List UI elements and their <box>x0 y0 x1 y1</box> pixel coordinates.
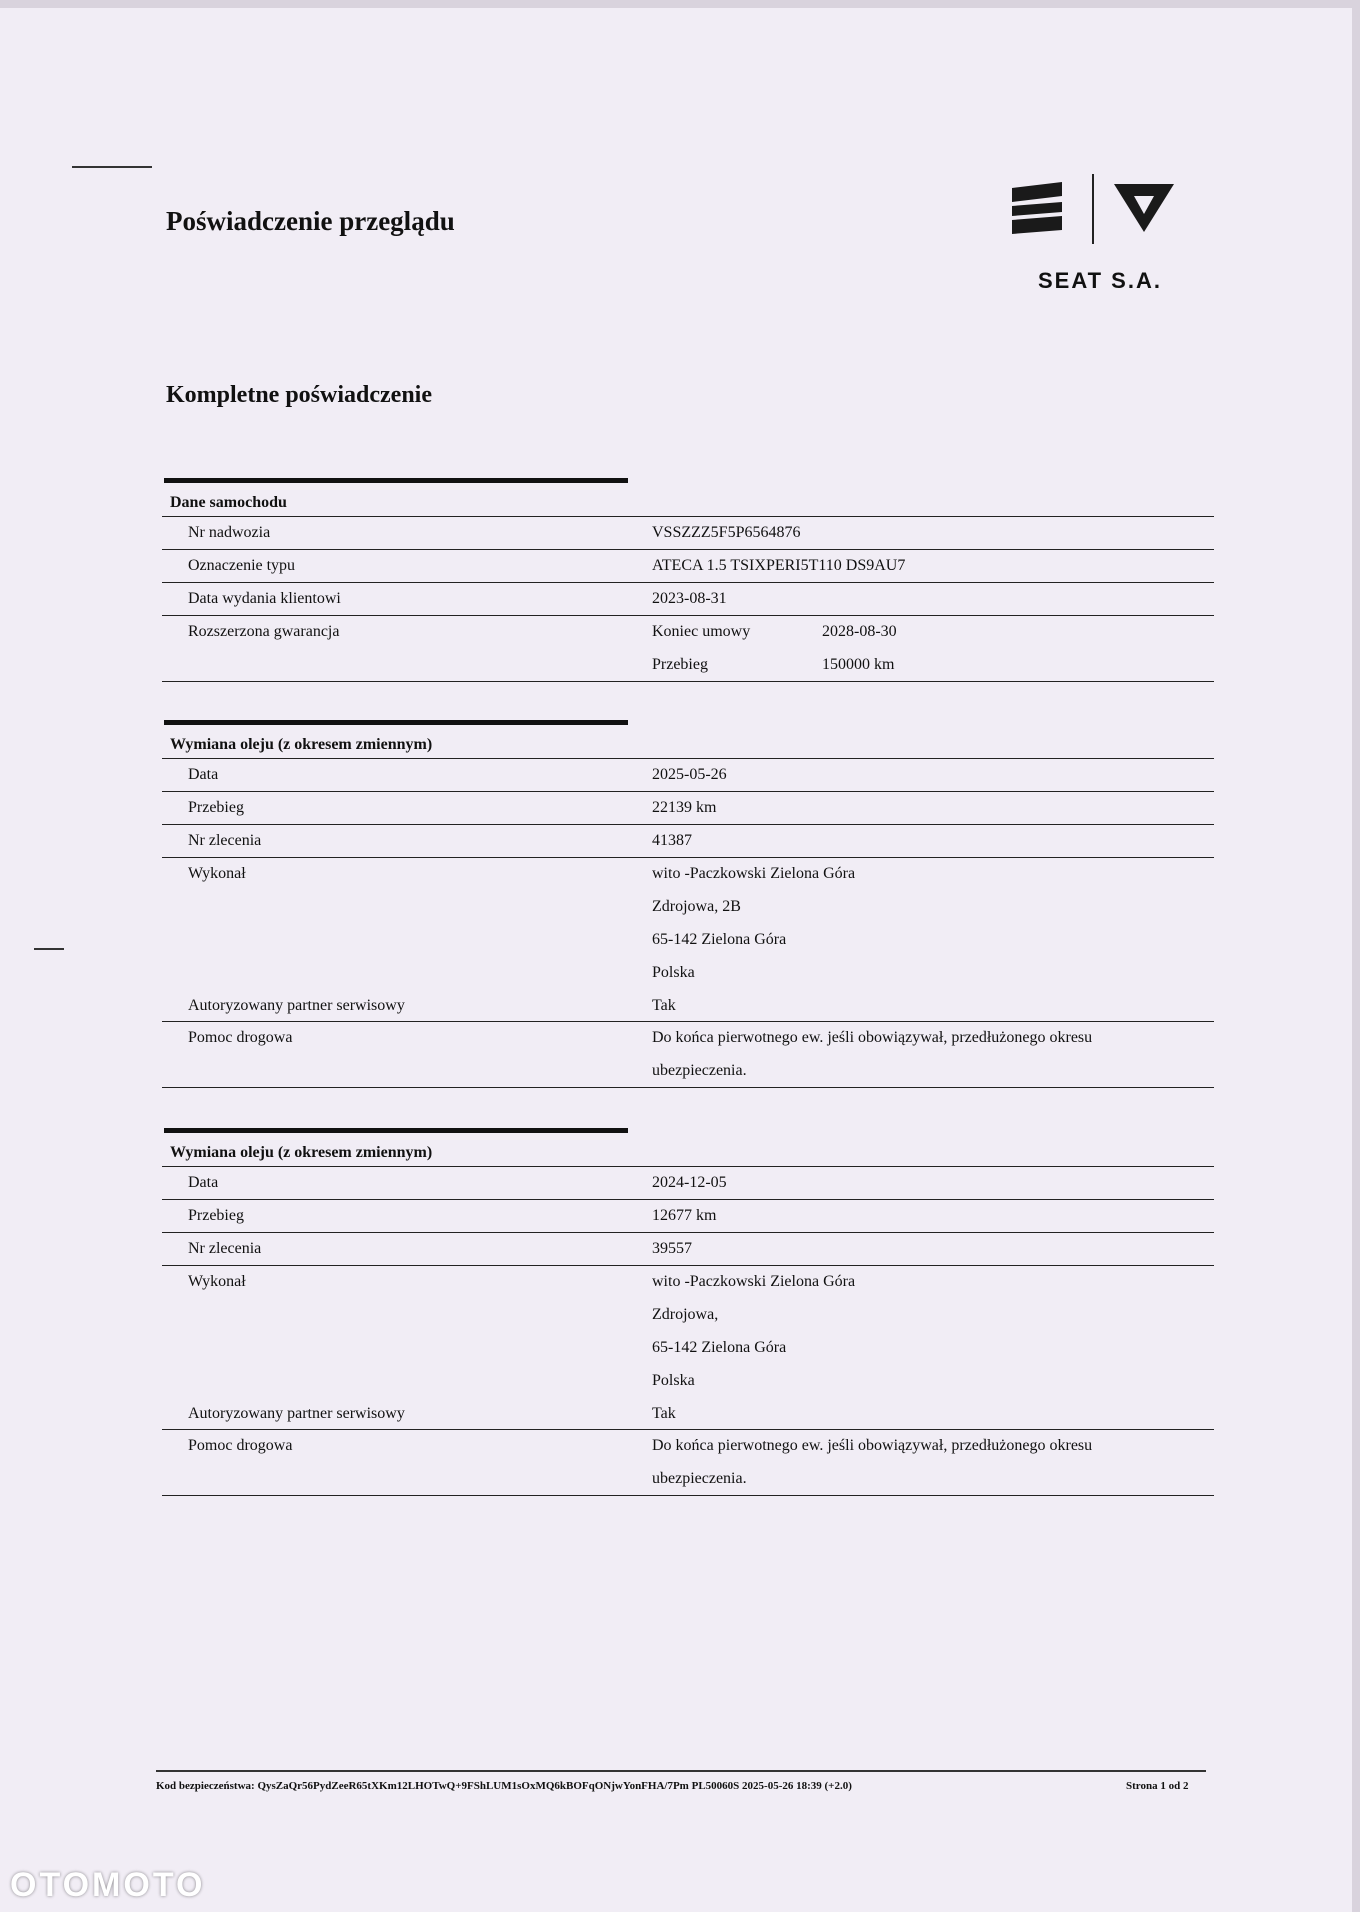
row-value: ATECA 1.5 TSIXPERI5T110 DS9AU7 <box>652 557 906 574</box>
table-row <box>162 824 1214 858</box>
logo-divider <box>1092 174 1094 244</box>
assist-line: Do końca pierwotnego ew. jeśli obowiązywał, przedłużonego okresu <box>652 1029 1093 1046</box>
row-label: Pomoc drogowa <box>188 1029 293 1046</box>
address-line: 65-142 Zielona Góra <box>652 931 787 948</box>
row-value: 12677 km <box>652 1207 717 1224</box>
service-section-header: Wymiana oleju (z okresem zmiennym) <box>170 1144 433 1161</box>
vehicle-header-rule <box>162 488 1214 517</box>
address-line: Zdrojowa, 2B <box>652 898 741 915</box>
page-number: Strona 1 od 2 <box>1126 1780 1189 1792</box>
warranty-end-value: 2028-08-30 <box>822 623 897 640</box>
partner-label: Autoryzowany partner serwisowy <box>188 997 405 1014</box>
warranty-end-label: Koniec umowy <box>652 623 751 640</box>
service-section-header: Wymiana oleju (z okresem zmiennym) <box>170 736 433 753</box>
assist-line: ubezpieczenia. <box>652 1470 747 1487</box>
margin-mark <box>34 948 64 950</box>
partner-value: Tak <box>652 997 676 1014</box>
address-line: wito -Paczkowski Zielona Góra <box>652 865 856 882</box>
service-header-rule <box>162 1138 1214 1167</box>
footer-timestamp: 2025-05-26 18:39 (+2.0) <box>742 1780 852 1792</box>
warranty-mileage-value: 150000 km <box>822 656 895 673</box>
address-line: wito -Paczkowski Zielona Góra <box>652 1273 856 1290</box>
row-value: VSSZZZ5F5P6564876 <box>652 524 801 541</box>
address-line: Polska <box>652 964 695 981</box>
margin-mark <box>72 166 152 168</box>
row-label: Oznaczenie typu <box>188 557 296 574</box>
table-row <box>162 1166 1214 1200</box>
assist-line: ubezpieczenia. <box>652 1062 747 1079</box>
row-label: Pomoc drogowa <box>188 1437 293 1454</box>
security-code-label: Kod bezpieczeństwa: <box>156 1780 255 1792</box>
table-row <box>162 582 1214 616</box>
row-label: Wykonał <box>188 1273 246 1290</box>
service-header-rule <box>162 730 1214 759</box>
row-label: Przebieg <box>188 799 244 816</box>
warranty-mileage-label: Przebieg <box>652 656 708 673</box>
section-bar <box>164 478 628 483</box>
row-label: Data <box>188 766 219 783</box>
address-line: Polska <box>652 1372 695 1389</box>
table-row-assistance <box>162 1429 1214 1496</box>
row-label: Przebieg <box>188 1207 244 1224</box>
document-title: Poświadczenie przeglądu <box>166 206 455 236</box>
table-row-performed <box>162 857 1214 1022</box>
row-value: 2025-05-26 <box>652 766 727 783</box>
section-bar <box>164 1128 628 1133</box>
company-name: SEAT S.A. <box>1038 268 1162 293</box>
row-value: 41387 <box>652 832 692 849</box>
assist-line: Do końca pierwotnego ew. jeśli obowiązywał, przedłużonego okresu <box>652 1437 1093 1454</box>
row-value: 2023-08-31 <box>652 590 727 607</box>
table-row-performed <box>162 1265 1214 1430</box>
otomoto-watermark: OTOMOTO <box>10 1866 206 1904</box>
seat-logo-icon <box>1012 182 1062 234</box>
section-bar <box>164 720 628 725</box>
row-value: 22139 km <box>652 799 717 816</box>
row-value: 2024-12-05 <box>652 1174 727 1191</box>
row-label: Nr zlecenia <box>188 832 262 849</box>
table-row <box>162 516 1214 550</box>
seat-cupra-logo <box>1010 174 1180 244</box>
row-label: Wykonał <box>188 865 246 882</box>
table-row-warranty <box>162 615 1214 682</box>
partner-label: Autoryzowany partner serwisowy <box>188 1405 405 1422</box>
footer <box>156 1780 1189 1792</box>
table-row-assistance <box>162 1021 1214 1088</box>
document-page <box>0 8 1352 1912</box>
table-row <box>162 549 1214 583</box>
address-line: Zdrojowa, <box>652 1306 719 1323</box>
row-label: Nr zlecenia <box>188 1240 262 1257</box>
row-label: Nr nadwozia <box>188 524 271 541</box>
table-row <box>162 758 1214 792</box>
vehicle-section-header: Dane samochodu <box>170 494 287 511</box>
section-heading: Kompletne poświadczenie <box>166 382 432 408</box>
table-row <box>162 1232 1214 1266</box>
security-code: QysZaQr56PydZeeR65tXKm12LHOTwQ+9FShLUM1sOxMQ6kBOFqONjwYonFHA/7Pm <box>257 1780 689 1792</box>
row-label: Data wydania klientowi <box>188 590 341 607</box>
row-label: Rozszerzona gwarancja <box>188 623 340 640</box>
footer-rule <box>156 1770 1206 1772</box>
address-line: 65-142 Zielona Góra <box>652 1339 787 1356</box>
row-label: Data <box>188 1174 219 1191</box>
row-value: 39557 <box>652 1240 692 1257</box>
cupra-logo-icon <box>1114 184 1174 232</box>
table-row <box>162 791 1214 825</box>
document-id: PL50060S <box>691 1780 740 1792</box>
partner-value: Tak <box>652 1405 676 1422</box>
table-row <box>162 1199 1214 1233</box>
